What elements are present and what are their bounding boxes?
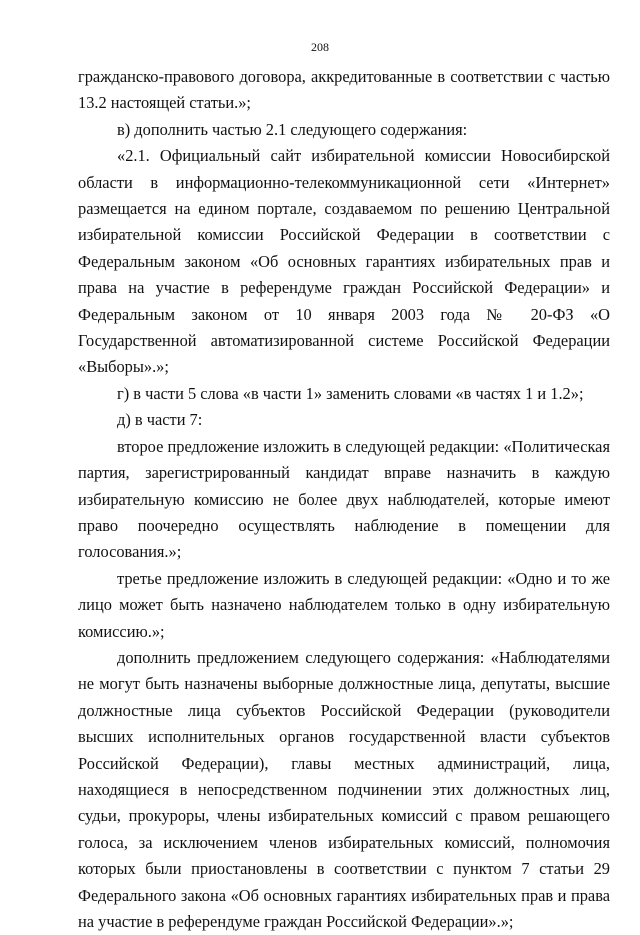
document-body <box>78 64 610 935</box>
paragraph-third-sentence: третье предложение изложить в следующей редакции: «Одно и то же лицо может быть назначено наблюдателем только в одну избирательную комиссию.»; <box>78 568 610 641</box>
paragraph-continuation: гражданско-правового договора, аккредитованные в соответствии с частью 13.2 настоящей статьи.»; <box>78 67 610 113</box>
paragraph-item-g: г) в части 5 слова «в части 1» заменить словами «в частях 1 и 1.2»; <box>117 383 584 403</box>
paragraph-item-v: в) дополнить частью 2.1 следующего содержания: <box>117 119 468 139</box>
paragraph-item-d: д) в части 7: <box>117 410 203 430</box>
paragraph-additional-sentence: дополнить предложением следующего содержания: «Наблюдателями не могут быть назначены выборные должностные лица, депутаты, высшие должностные лица субъектов Российской Федерации (руководители высших исполнительных органов государственной власти субъектов Российской Федерации), главы местных администраций, лица, находящиеся в непосредственном подчинении этих должностных лиц, судьи, прокуроры, члены избирательных комиссий с правом решающего голоса, за исключением членов избирательных комиссий, полномочия которых были приостановлены в соответствии с пунктом 7 статьи 29 Федерального закона «Об основных гарантиях избирательных прав и права на участие в референдуме граждан Российской Федерации».»; <box>78 647 610 931</box>
page-number: 208 <box>311 40 329 54</box>
paragraph-second-sentence: второе предложение изложить в следующей редакции: «Политическая партия, зарегистрированный кандидат вправе назначить в каждую избирательную комиссию не более двух наблюдателей, которые имеют право поочередно осуществлять наблюдение в помещении для голосования.»; <box>78 436 610 562</box>
paragraph-part-2-1: «2.1. Официальный сайт избирательной комиссии Новосибирской области в информационно-телекоммуникационной сети «Интернет» размещается на едином портале, создаваемом по решению Центральной избирательной комиссии Российской Федерации в соответствии с Федеральным законом «Об основных гарантиях избирательных прав и права на участие в референдуме граждан Российской Федерации» и Федеральным законом от 10 января 2003 года № 20-ФЗ «О Государственной автоматизированной системе Российской Федерации «Выборы».»; <box>78 146 610 377</box>
